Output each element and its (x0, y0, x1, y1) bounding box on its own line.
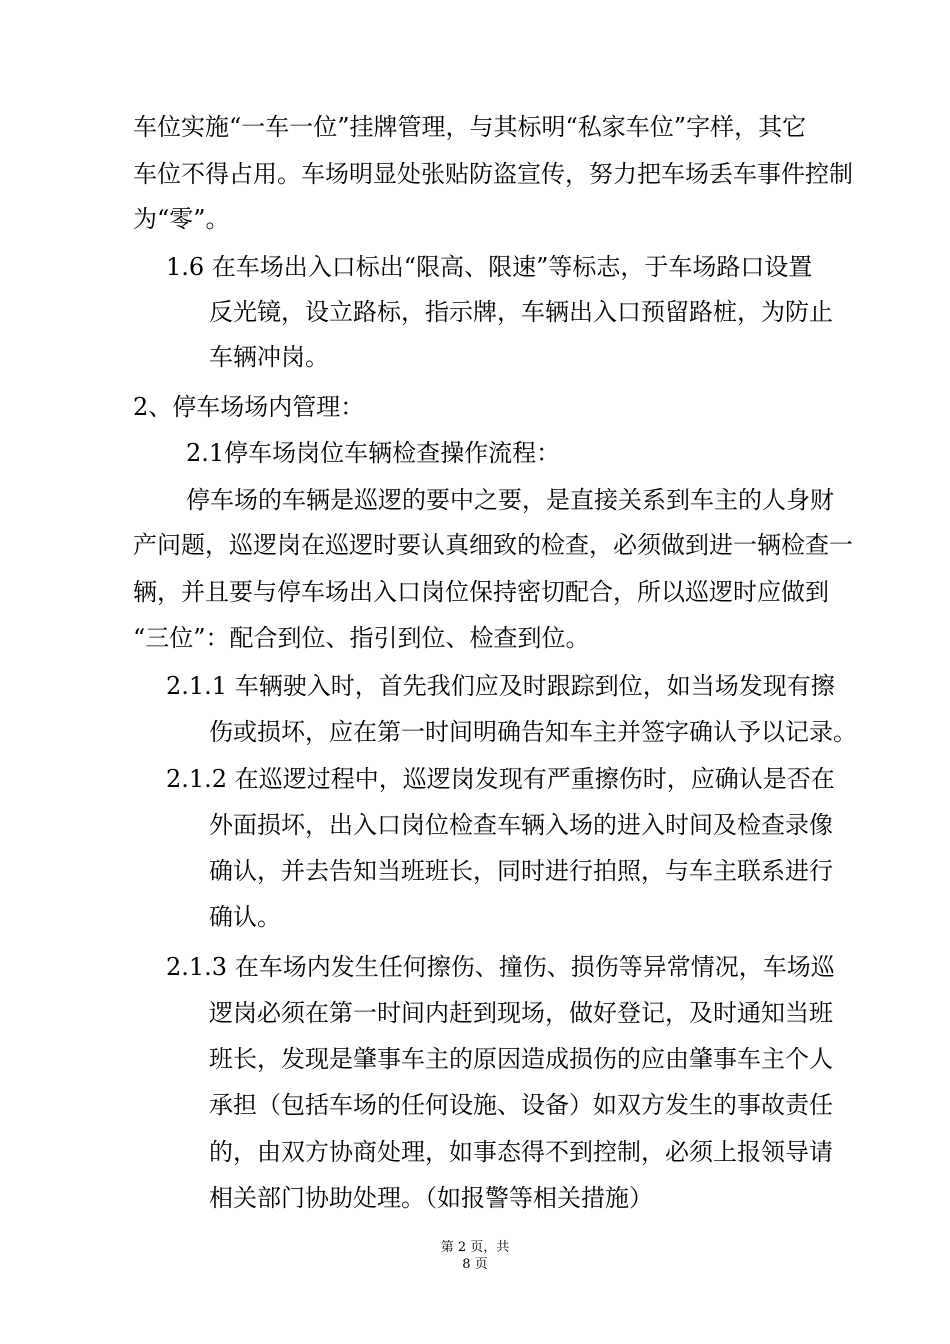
section-2-1-3-line: 的，由双方协商处理，如事态得不到控制，必须上报领导请 (209, 1138, 833, 1166)
paragraph-line: 车位不得占用。车场明显处张贴防盗宣传，努力把车场丢车事件控制 (133, 160, 853, 188)
section-1-6-line: 1.6 在车场出入口标出“限高、限速”等标志，于车场路口设置 (166, 253, 813, 281)
section-1-6-line: 车辆冲岗。 (209, 343, 329, 371)
section-1-6-line: 反光镜，设立路标，指示牌，车辆出入口预留路桩，为防止 (209, 298, 833, 326)
section-2-1-2-line: 2.1.2 在巡逻过程中，巡逻岗发现有严重擦伤时，应确认是否在 (166, 765, 835, 793)
section-2-1-2-line: 外面损坏，出入口岗位检查车辆入场的进入时间及检查录像 (209, 811, 833, 839)
subsection-heading-2-1: 2.1停车场岗位车辆检查操作流程： (186, 439, 561, 467)
paragraph-line: 为“零”。 (133, 205, 230, 233)
paragraph-line: 辆，并且要与停车场出入口岗位保持密切配合，所以巡逻时应做到 (133, 578, 829, 606)
page-number-line2: 8 页 (462, 1257, 488, 1272)
paragraph-line: 车位实施“一车一位”挂牌管理，与其标明“私家车位”字样，其它 (133, 113, 807, 141)
section-2-1-1-line: 伤或损坏，应在第一时间明确告知车主并签字确认予以记录。 (209, 718, 857, 746)
section-2-1-3-line: 逻岗必须在第一时间内赶到现场，做好登记，及时通知当班 (209, 999, 833, 1027)
section-2-1-1-line: 2.1.1 车辆驶入时，首先我们应及时跟踪到位，如当场发现有擦 (166, 672, 835, 700)
paragraph-line: 产问题，巡逻岗在巡逻时要认真细致的检查，必须做到进一辆检查一 (133, 531, 853, 559)
section-2-1-3-line: 承担（包括车场的任何设施、设备）如双方发生的事故责任 (209, 1091, 833, 1119)
section-2-1-3-line: 2.1.3 在车场内发生任何擦伤、撞伤、损伤等异常情况，车场巡 (166, 953, 835, 981)
paragraph-line: “三位”：配合到位、指引到位、检查到位。 (133, 624, 590, 652)
page-number-line1: 第 2 页，共 (440, 1240, 510, 1255)
section-2-1-2-line: 确认。 (209, 903, 281, 931)
section-heading-2: 2、停车场场内管理： (133, 393, 365, 421)
section-2-1-3-line: 班长，发现是肇事车主的原因造成损伤的应由肇事车主个人 (209, 1045, 833, 1073)
paragraph-line: 停车场的车辆是巡逻的要中之要，是直接关系到车主的人身财 (186, 486, 834, 514)
section-2-1-3-line: 相关部门协助处理。（如报警等相关措施） (209, 1184, 653, 1212)
section-2-1-2-line: 确认，并去告知当班班长，同时进行拍照，与车主联系进行 (209, 857, 833, 885)
